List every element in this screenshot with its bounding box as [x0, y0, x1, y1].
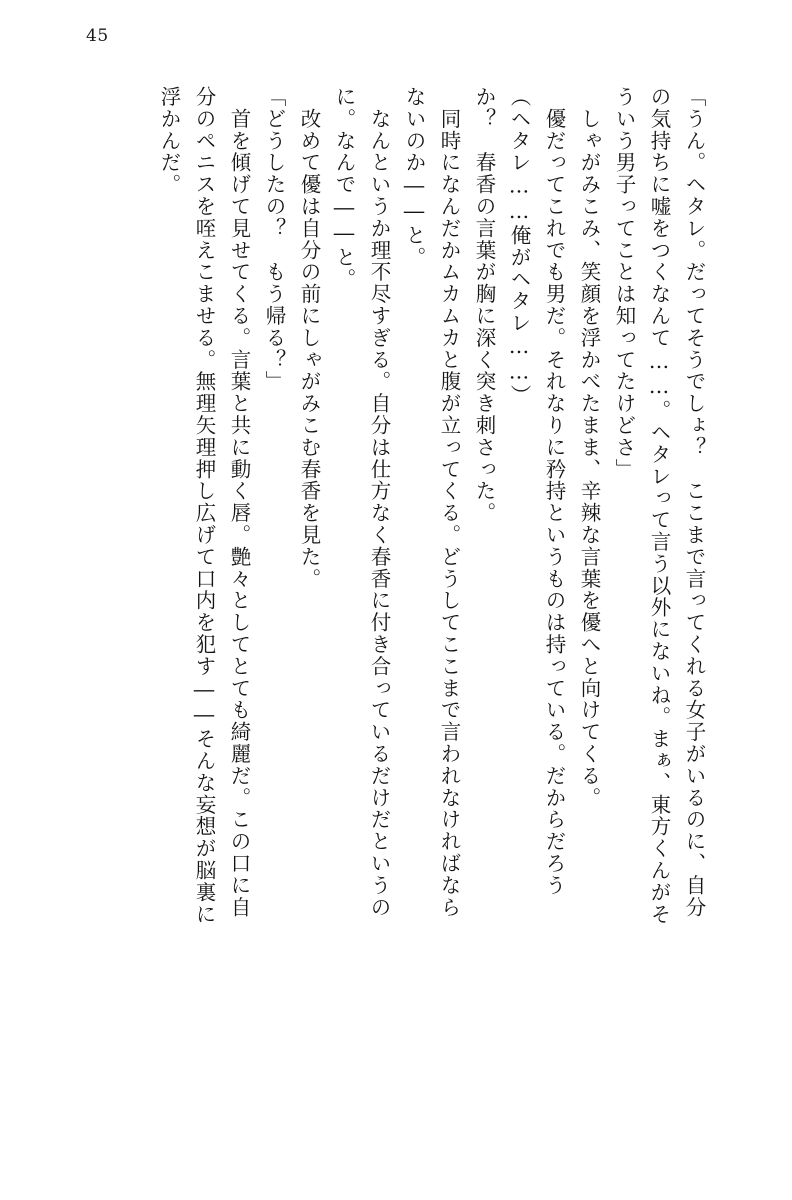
text-line: なんというか理不尽すぎる。自分は仕方なく春香に付き合っているだけだというの	[367, 86, 391, 919]
vertical-text-body	[96, 86, 704, 1156]
text-line: 改めて優は自分の前にしゃがみこむ春香を見た。	[297, 86, 321, 590]
text-line: か？ 春香の言葉が胸に深く突き刺さった。	[472, 86, 496, 524]
page-number: 45	[86, 26, 109, 46]
text-line: 「うん。ヘタレ。だってそうでしょ？ ここまで言ってくれる女子がいるのに、自分	[682, 86, 706, 919]
text-line: （ヘタレ……俺がヘタレ……）	[507, 86, 531, 407]
text-line: 浮かんだ。	[157, 86, 181, 196]
text-line: の気持ちに嘘をつくなんて……。ヘタレって言う以外にないね。まぁ、東方くんがそ	[647, 86, 671, 926]
text-line: に。なんで――と。	[332, 86, 356, 291]
text-line: ういう男子ってことは知ってたけどさ」	[612, 86, 636, 481]
text-line: 同時になんだかムカムカと腹が立ってくる。どうしてここまで言われなければなら	[437, 86, 461, 919]
text-line: 優だってこれでも男だ。それなりに矜持というものは持っている。だからだろう	[542, 86, 566, 897]
text-line: 「どうしたの？ もう帰る？」	[262, 86, 286, 393]
text-line: しゃがみこみ、笑顔を浮かべたまま、辛辣な言葉を優へと向けてくる。	[577, 86, 601, 809]
text-line: 分のペニスを咥えこませる。無理矢理押し広げて口内を犯す――そんな妄想が脳裏に	[192, 86, 216, 926]
text-line: 首を傾げて見せてくる。言葉と共に動く唇。艶々としてとても綺麗だ。この口に自	[227, 86, 251, 919]
text-line: ないのか――と。	[402, 86, 426, 269]
